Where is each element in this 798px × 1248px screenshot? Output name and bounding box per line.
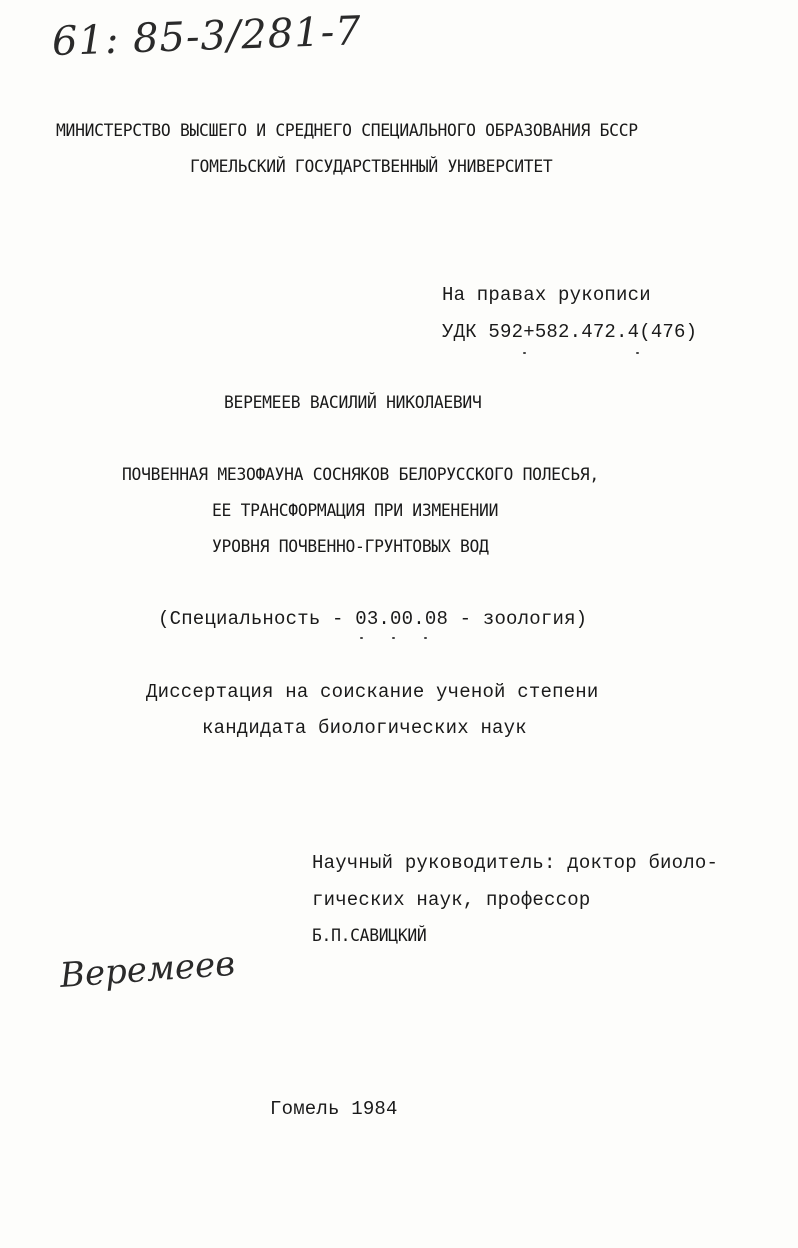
dissertation-line-1: Диссертация на соискание ученой степени [146, 681, 599, 703]
udc-code: УДК 592+582.472.4(476) [442, 321, 698, 343]
ink-speck [392, 637, 395, 639]
supervisor-line-1: Научный руководитель: доктор биоло- [312, 852, 719, 874]
ink-speck [360, 637, 363, 639]
thesis-title-line-2: ЕЕ ТРАНСФОРМАЦИЯ ПРИ ИЗМЕНЕНИИ [212, 501, 499, 521]
archive-number: 61: 85-3/281-7 [51, 8, 363, 65]
dissertation-line-2: кандидата биологических наук [202, 717, 527, 739]
thesis-title-line-3: УРОВНЯ ПОЧВЕННО-ГРУНТОВЫХ ВОД [212, 537, 489, 557]
ministry-heading: МИНИСТЕРСТВО ВЫСШЕГО И СРЕДНЕГО СПЕЦИАЛЬНОГО ОБРАЗОВАНИЯ БССР [56, 121, 638, 141]
signature: Веремеев [58, 943, 237, 996]
city-year: Гомель 1984 [270, 1098, 398, 1120]
manuscript-rights: На правах рукописи [442, 284, 651, 306]
ink-speck [424, 637, 427, 639]
supervisor-line-2: гических наук, профессор [312, 889, 591, 911]
university-heading: ГОМЕЛЬСКИЙ ГОСУДАРСТВЕННЫЙ УНИВЕРСИТЕТ [190, 157, 553, 177]
ink-speck [523, 352, 526, 354]
ink-speck [636, 352, 639, 354]
specialty: (Специальность - 03.00.08 - зоология) [158, 608, 588, 630]
author-name: ВЕРЕМЕЕВ ВАСИЛИЙ НИКОЛАЕВИЧ [224, 393, 482, 413]
thesis-title-line-1: ПОЧВЕННАЯ МЕЗОФАУНА СОСНЯКОВ БЕЛОРУССКОГО ПОЛЕСЬЯ, [122, 465, 599, 485]
supervisor-name: Б.П.САВИЦКИЙ [312, 926, 427, 946]
